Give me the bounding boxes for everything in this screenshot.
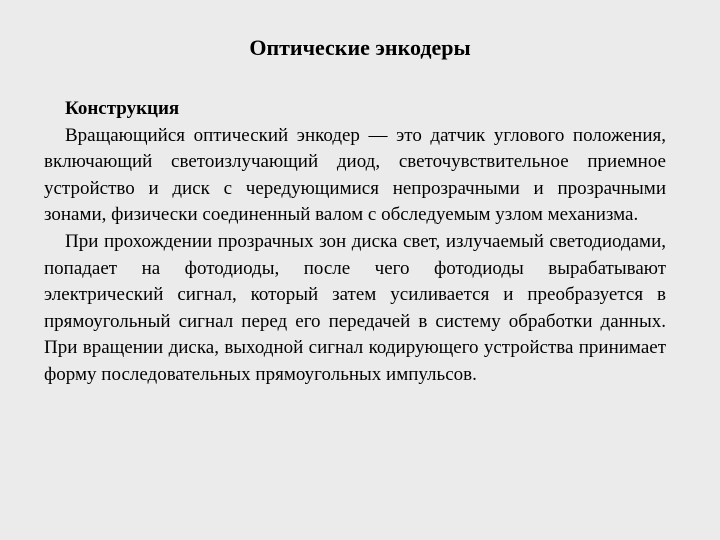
section-heading: Конструкция [65,98,180,119]
slide-body [44,96,666,389]
slide-title: Оптические энкодеры [249,35,471,60]
paragraph-construction: Вращающийся оптический энкодер — это датчик углового положения, включающий светоизлучающий диод, светочувствительное приемное устройство и диск с чередующимися непрозрачными и прозрачными зонами, физически соединенный валом с обследуемым узлом механизма. [44,124,666,226]
paragraph-operation: При прохождении прозрачных зон диска свет, излучаемый светодиодами, попадает на фотодиоды, после чего фотодиоды вырабатывают электрический сигнал, который затем усиливается и преобразуется в прямоугольный сигнал перед его передачей в систему обработки данных. При вращении диска, выходной сигнал кодирующего устройства принимает форму последовательных прямоугольных импульсов. [44,230,666,385]
